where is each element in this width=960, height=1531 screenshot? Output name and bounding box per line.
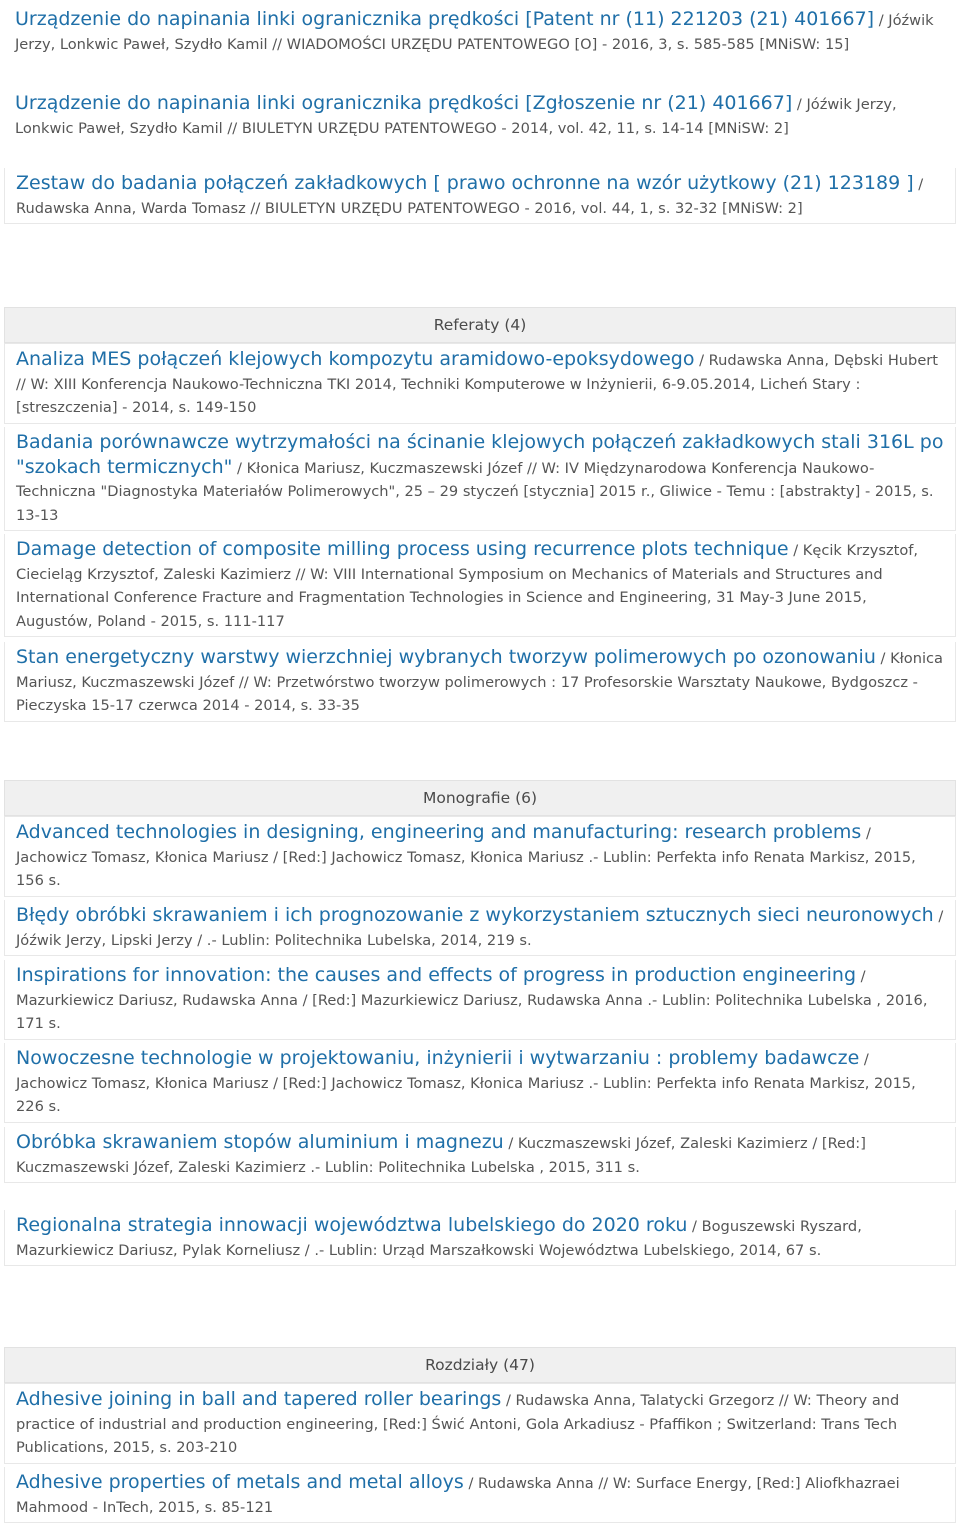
list-item [4, 1383, 956, 1464]
publication-details: / Rudawska Anna, Talatycki Grzegorz // W: Theory and practice of industrial and production engineering, [Red:] Świć Antoni, Gola Arkadiusz - Pfaffikon ; Switzerland: Trans Tech Publications, 2015, s. 203-210 [16, 1392, 900, 1456]
list-item [4, 960, 956, 1040]
publication-title[interactable]: Urządzenie do napinania linki ogranicznika prędkości [Zgłoszenie nr (21) 401667] [15, 92, 793, 114]
publication-details: / Kłonica Mariusz, Kuczmaszewski Józef // W: Przetwórstwo tworzyw polimerowych : 17 Profesorskie Warsztaty Naukowe, Bydgoszcz - Pieczyska 15-17 czerwca 2014 - 2014, s. 33-35 [16, 650, 943, 714]
publication-details: / Rudawska Anna, Dębski Hubert // W: XIII Konferencja Naukowo-Techniczna TKI 2014, Techniki Komputerowe w Inżynierii, 6-9.05.2014, Licheń Stary : [streszczenia] - 2014, s. 149-150 [16, 352, 939, 416]
publication-details: / Jachowicz Tomasz, Kłonica Mariusz / [Red:] Jachowicz Tomasz, Kłonica Mariusz .- Lublin: Perfekta info Renata Markisz, 2015, 156 s. [16, 825, 916, 889]
publication-title[interactable]: Damage detection of composite milling process using recurrence plots technique [16, 538, 789, 560]
publication-title[interactable]: Obróbka skrawaniem stopów aluminium i magnezu [16, 1131, 504, 1153]
publication-details: / Jóźwik Jerzy, Lonkwic Paweł, Szydło Kamil // BIULETYN URZĘDU PATENTOWEGO - 2014, vol. 42, 11, s. 14-14 [MNiSW: 2] [15, 96, 897, 137]
list-item [4, 1127, 956, 1183]
publication-title[interactable]: Advanced technologies in designing, engineering and manufacturing: research problems [16, 821, 862, 843]
publication-details: / Mazurkiewicz Dariusz, Rudawska Anna / [Red:] Mazurkiewicz Dariusz, Rudawska Anna .- Lublin: Politechnika Lubelska , 2016, 171 s. [16, 968, 928, 1032]
section-header-referaty: Referaty (4) [4, 307, 956, 343]
publication-details: / Kłonica Mariusz, Kuczmaszewski Józef // W: IV Międzynarodowa Konferencja Naukowo-Techniczna "Diagnostyka Materiałów Polimerowych", 25 – 29 styczeń [stycznia] 2015 r., Gliwice - Temu : [abstrakty] - 2015, s. 13-13 [16, 459, 934, 524]
publication-details: / Kęcik Krzysztof, Ciecieląg Krzysztof, Zaleski Kazimierz // W: VIII International Symposium on Mechanics of Materials and Structures and International Conference Fracture and Fragmentation Technologies in Science and Engineering, 31 May-3 June 2015, Augustów, Poland - 2015, s. 111-117 [16, 542, 919, 630]
publication-details: / Boguszewski Ryszard, Mazurkiewicz Dariusz, Pylak Korneliusz / .- Lublin: Urząd Marszałkowski Województwa Lubelskiego, 2014, 67 s. [16, 1218, 862, 1259]
publication-title[interactable]: Analiza MES połączeń klejowych kompozytu aramidowo-epoksydowego [16, 348, 695, 370]
publication-title[interactable]: Urządzenie do napinania linki ogranicznika prędkości [Patent nr (11) 221203 (21) 401667] [15, 8, 875, 30]
publication-details: / Jachowicz Tomasz, Kłonica Mariusz / [Red:] Jachowicz Tomasz, Kłonica Mariusz .- Lublin: Perfekta info Renata Markisz, 2015, 226 s. [16, 1051, 916, 1115]
list-item [4, 4, 956, 59]
list-item [4, 534, 956, 637]
list-item [4, 816, 956, 897]
publication-title[interactable]: Regionalna strategia innowacji województwa lubelskiego do 2020 roku [16, 1214, 688, 1236]
section-header-rozdzialy: Rozdziały (47) [4, 1347, 956, 1383]
list-item [4, 88, 956, 143]
list-item [4, 1043, 956, 1123]
list-item [4, 642, 956, 722]
publication-title[interactable]: Nowoczesne technologie w projektowaniu, inżynierii i wytwarzaniu : problemy badawcze [16, 1047, 860, 1069]
publication-details: / Rudawska Anna, Warda Tomasz // BIULETYN URZĘDU PATENTOWEGO - 2016, vol. 44, 1, s. 32-32 [MNiSW: 2] [16, 176, 924, 217]
publication-title[interactable]: Adhesive joining in ball and tapered roller bearings [16, 1388, 502, 1410]
publication-title[interactable]: Zestaw do badania połączeń zakładkowych [ prawo ochronne na wzór użytkowy (21) 123189 ] [16, 172, 914, 194]
list-item [4, 168, 956, 224]
publication-details: / Jóźwik Jerzy, Lipski Jerzy / .- Lublin: Politechnika Lubelska, 2014, 219 s. [16, 908, 944, 949]
list-item [4, 343, 956, 424]
section-header-monografie: Monografie (6) [4, 780, 956, 816]
publication-details: / Kuczmaszewski Józef, Zaleski Kazimierz / [Red:] Kuczmaszewski Józef, Zaleski Kazimierz .- Lublin: Politechnika Lubelska , 2015, 311 s. [16, 1135, 866, 1176]
publication-title[interactable]: Badania porównawcze wytrzymałości na ścinanie klejowych połączeń zakładkowych stali 316L po "szokach termicznych" [16, 431, 944, 478]
publication-details: / Jóźwik Jerzy, Lonkwic Paweł, Szydło Kamil // WIADOMOŚCI URZĘDU PATENTOWEGO [O] - 2016, 3, s. 585-585 [MNiSW: 15] [15, 12, 934, 53]
publication-title[interactable]: Inspirations for innovation: the causes and effects of progress in production engineering [16, 964, 857, 986]
publication-title[interactable]: Adhesive properties of metals and metal alloys [16, 1471, 464, 1493]
list-item [4, 900, 956, 956]
publication-title[interactable]: Błędy obróbki skrawaniem i ich prognozowanie z wykorzystaniem sztucznych sieci neuronowych [16, 904, 934, 926]
list-item [4, 1210, 956, 1266]
list-item [4, 1467, 956, 1523]
list-item [4, 427, 956, 531]
publication-title[interactable]: Stan energetyczny warstwy wierzchniej wybranych tworzyw polimerowych po ozonowaniu [16, 646, 876, 668]
publication-details: / Rudawska Anna // W: Surface Energy, [Red:] Aliofkhazraei Mahmood - InTech, 2015, s. 85-121 [16, 1475, 900, 1516]
